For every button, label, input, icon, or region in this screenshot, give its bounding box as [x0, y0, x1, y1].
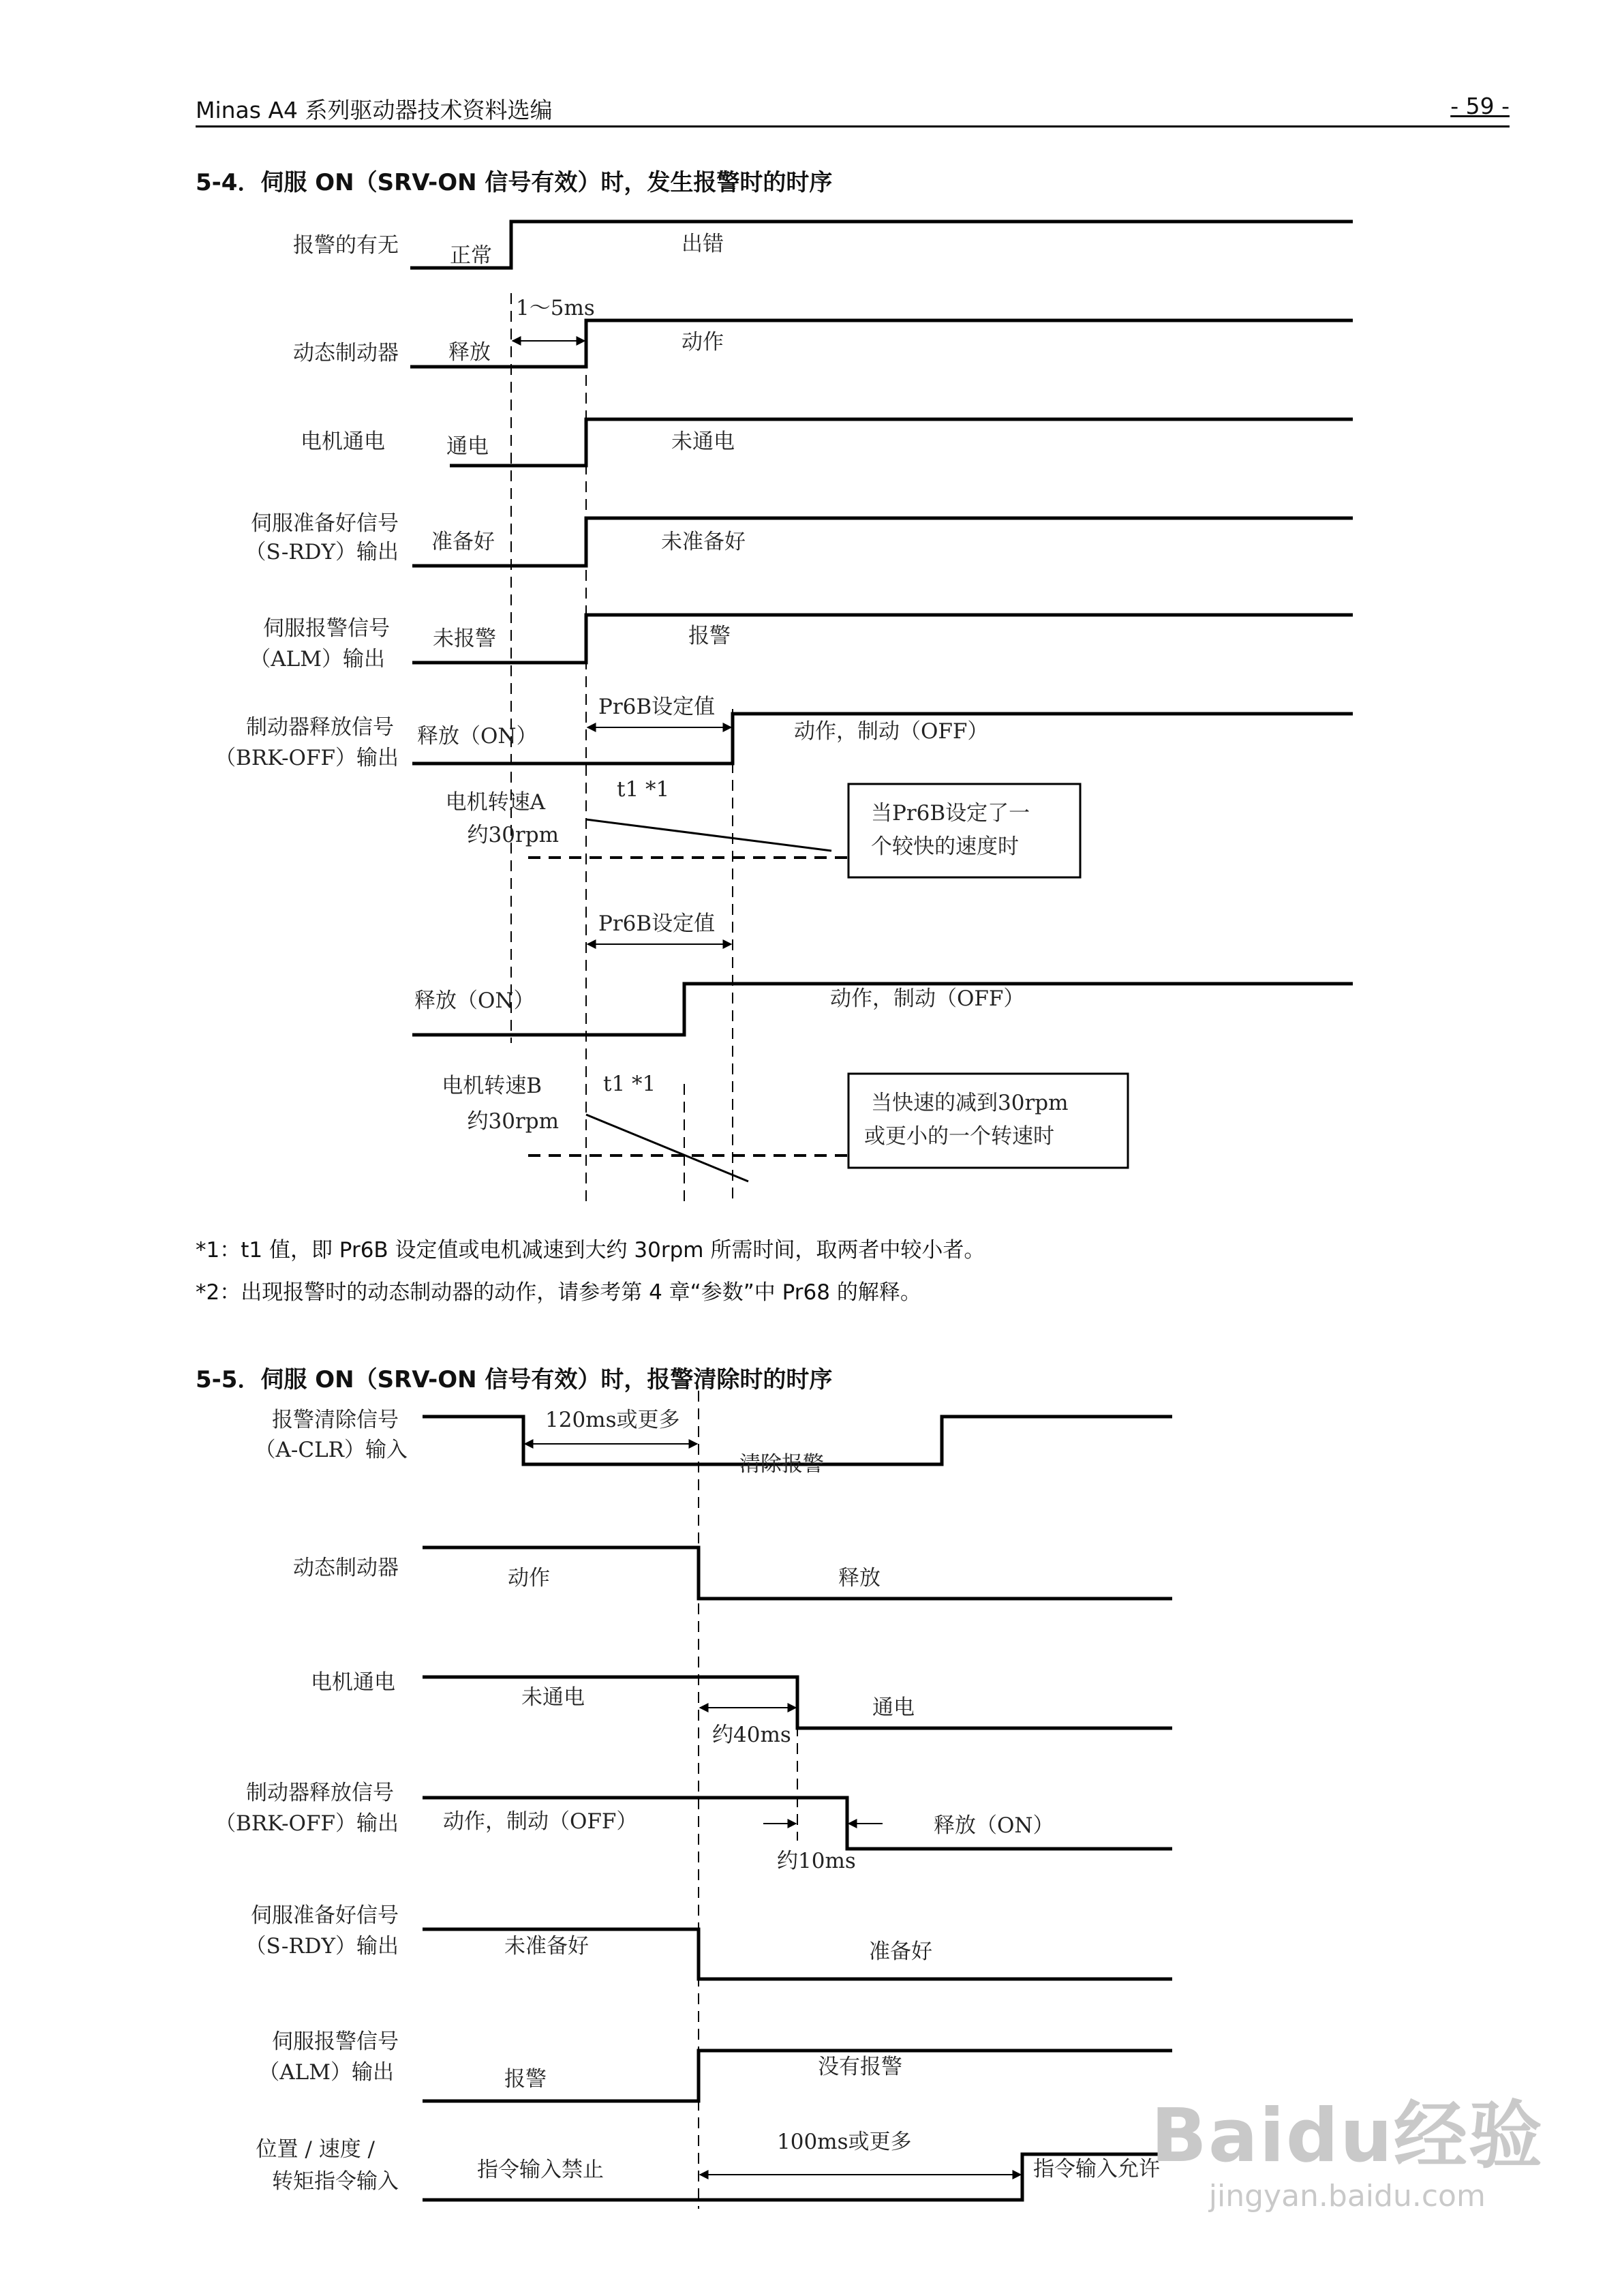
- motor-power-2-after: 通电: [872, 1695, 915, 1720]
- brk-2-timing: 约10ms: [777, 1849, 856, 1873]
- dynamic-brake-2-after: 释放: [838, 1566, 881, 1590]
- alarm-before: 正常: [450, 243, 492, 268]
- signal-label-alm2-2: （ALM）输出: [258, 2060, 394, 2085]
- cmd-after: 指令输入允许: [1033, 2157, 1160, 2181]
- cmd-timing: 100ms或更多: [777, 2130, 912, 2154]
- signal-label-cmd-1: 位置 / 速度 /: [256, 2137, 375, 2162]
- alm-after: 报警: [688, 624, 731, 648]
- section-5-4-title: 5-4．伺服 ON（SRV-ON 信号有效）时，发生报警时的时序: [196, 169, 833, 196]
- watermark-logo: Baidu经验: [1150, 2094, 1544, 2179]
- note-box-A-line1: 当Pr6B设定了一: [871, 801, 1030, 826]
- signal-label-alm-1: 伺服报警信号: [263, 616, 390, 641]
- t1-label-A: t1 *1: [617, 777, 670, 802]
- pr6b-label-A: Pr6B设定值: [598, 695, 716, 719]
- alm-before: 未报警: [433, 626, 496, 651]
- signal-label-brk2-1: 制动器释放信号: [246, 1781, 394, 1805]
- waveform-srdy: [412, 518, 1353, 566]
- signal-label-motor-power: 电机通电: [301, 429, 385, 454]
- aclr-text: 清除报警: [739, 1452, 824, 1477]
- signal-label-brk-1: 制动器释放信号: [246, 715, 394, 740]
- signal-label-aclr-1: 报警清除信号: [272, 1408, 399, 1432]
- dynamic-brake-before: 释放: [448, 340, 491, 365]
- motor-power-after: 未通电: [671, 429, 735, 454]
- t1-label-B: t1 *1: [603, 1072, 656, 1096]
- signal-label-dynamic-brake-2: 动态制动器: [293, 1556, 399, 1580]
- waveform-motor-power: [450, 419, 1353, 466]
- rpm-label-A: 约30rpm: [467, 823, 559, 847]
- signal-label-cmd-2: 转矩指令输入: [272, 2169, 399, 2194]
- waveform-dynamic-brake: [410, 320, 1353, 367]
- footnote-2: *2：出现报警时的动态制动器的动作，请参考第 4 章“参数”中 Pr68 的解释。: [196, 1280, 921, 1305]
- dynamic-brake-after: 动作: [682, 330, 724, 354]
- diagram-5-5: [215, 1391, 1172, 2209]
- brk-after: 动作，制动（OFF）: [794, 719, 989, 744]
- dynamic-brake-2-before: 动作: [508, 1566, 550, 1590]
- section-5-5-title: 5-5．伺服 ON（SRV-ON 信号有效）时，报警清除时的时序: [196, 1366, 833, 1393]
- speed-label-A: 电机转速A: [445, 790, 545, 815]
- watermark-url: jingyan.baidu.com: [1208, 2179, 1486, 2214]
- note-box-A-line2: 个较快的速度时: [871, 834, 1019, 859]
- note-box-B: [848, 1074, 1128, 1168]
- signal-label-srdy2-1: 伺服准备好信号: [251, 1903, 399, 1928]
- motor-power-2-timing: 约40ms: [712, 1723, 791, 1747]
- note-box-A: [848, 784, 1080, 877]
- signal-label-dynamic-brake: 动态制动器: [293, 341, 399, 365]
- signal-label-alm-2: （ALM）输出: [249, 647, 385, 671]
- signal-label-srdy-1: 伺服准备好信号: [251, 511, 399, 536]
- rpm-label-B: 约30rpm: [467, 1109, 559, 1134]
- signal-label-brk-2: （BRK-OFF）输出: [215, 746, 399, 770]
- waveform-alarm: [410, 222, 1353, 268]
- delay-label: 1～5ms: [516, 296, 595, 320]
- alarm-after: 出错: [682, 232, 724, 256]
- speed-label-B: 电机转速B: [442, 1074, 542, 1098]
- srdy-after: 未准备好: [661, 530, 746, 554]
- srdy-2-after: 准备好: [869, 1939, 932, 1964]
- alm-2-after: 没有报警: [818, 2055, 902, 2079]
- signal-label-brk2-2: （BRK-OFF）输出: [215, 1811, 399, 1836]
- pr6b-label-B: Pr6B设定值: [598, 911, 716, 936]
- signal-label-srdy2-2: （S-RDY）输出: [245, 1934, 399, 1959]
- aclr-timing: 120ms或更多: [545, 1408, 680, 1432]
- signal-label-alarm: 报警的有无: [293, 233, 399, 258]
- brk-before: 释放（ON）: [417, 724, 538, 749]
- speed-curve-A: [586, 819, 831, 851]
- footnote-1: *1：t1 值，即 Pr6B 设定值或电机减速到大约 30rpm 所需时间，取两者中较小者。: [196, 1238, 985, 1263]
- note-box-B-line1: 当快速的减到30rpm: [871, 1091, 1069, 1115]
- note-box-B-line2: 或更小的一个转速时: [864, 1124, 1054, 1149]
- signal-label-aclr-2: （A-CLR）输入: [254, 1438, 408, 1462]
- baidu-watermark: [1150, 2094, 1544, 2214]
- speed-curve-B: [586, 1115, 748, 1181]
- brk-caseB-before: 释放（ON）: [414, 988, 535, 1013]
- signal-label-srdy-2: （S-RDY）输出: [245, 540, 399, 564]
- brk-2-before: 动作，制动（OFF）: [443, 1809, 638, 1834]
- diagram-5-4: [215, 222, 1353, 1203]
- page-number: - 59 -: [1450, 93, 1510, 119]
- waveform-alm: [412, 615, 1353, 663]
- motor-power-before: 通电: [446, 434, 489, 459]
- alm-2-before: 报警: [504, 2067, 547, 2091]
- motor-power-2-before: 未通电: [521, 1685, 585, 1710]
- signal-label-motor-power-2: 电机通电: [311, 1670, 395, 1695]
- brk-2-after: 释放（ON）: [934, 1813, 1054, 1838]
- srdy-2-before: 未准备好: [504, 1934, 589, 1959]
- srdy-before: 准备好: [431, 530, 495, 554]
- brk-caseB-after: 动作，制动（OFF）: [830, 986, 1025, 1011]
- signal-label-alm2-1: 伺服报警信号: [272, 2029, 399, 2054]
- cmd-before: 指令输入禁止: [477, 2158, 604, 2182]
- header-title: Minas A4 系列驱动器技术资料选编: [196, 97, 553, 123]
